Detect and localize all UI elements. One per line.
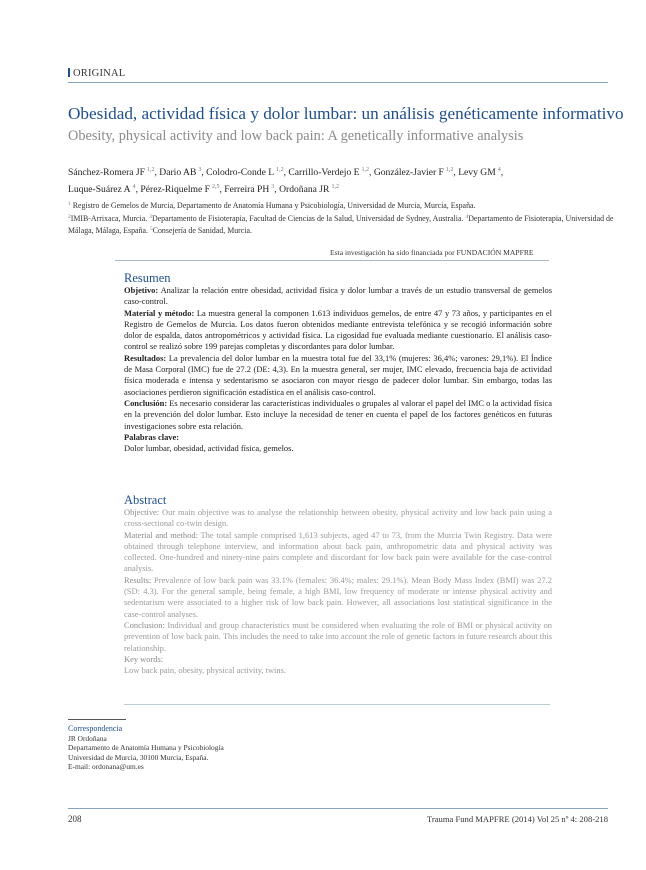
title-english: Obesity, physical activity and low back pain: A genetically informative analysis — [68, 128, 524, 144]
author: Levy GM — [458, 167, 496, 178]
title-spanish: Obesidad, actividad física y dolor lumbar: un análisis genéticamente informativo — [68, 104, 624, 123]
abstract-conclusion — [124, 620, 552, 654]
correspondence-divider — [68, 719, 126, 720]
author-affiliation: 1,2 — [276, 167, 284, 173]
section-marker-icon — [68, 68, 70, 77]
objective-text: Our main objective was to analyse the relationship between obesity, physical activity and low back pain using a cross-sectional co-twin design. — [124, 507, 552, 529]
author: Colodro-Conde L — [206, 167, 275, 178]
affiliation-number: 3 — [149, 213, 152, 220]
resultados-text: La prevalencia del dolor lumbar en la muestra total fue del 33,1% (mujeres: 36,4%; varones: 29,1%). El Índice de Masa Corporal (IMC) fue de 27.2 (DE: 4,3). En la muestra general, ser mujer, IMC elevado, frecuencia baja de actividad física moderada e intensa y sedentarismo se asociaron con mayor riesgo de padecer dolor lumbar. Sin embargo, todas las asociaciones perdieron significación estadística en el análisis caso-control. — [124, 352, 552, 397]
author-affiliation: 4 — [497, 167, 501, 173]
keywords-label: Key words: — [124, 653, 164, 664]
affiliation: Registro de Gemelos de Murcia, Departamento de Anatomía Humana y Psicobiología, Universidad de Murcia, Murcia, España. — [72, 201, 476, 210]
affiliations — [68, 199, 618, 237]
correspondence — [68, 724, 224, 772]
metodo-text: La muestra general la componen 1.613 individuos gemelos, de entre 47 y 73 años, y participantes en el Registro de Gemelos de Murcia. Los datos fueron obtenidos mediante entrevista telefónica y se recogió información sobre dolor de espalda, datos antropométricos y actividad física. La cigosidad fue evaluada mediante cuestionario. El análisis caso-control se realizó sobre 199 parejas completas y discordantes para dolor lumbar. — [124, 307, 552, 352]
affiliation-number: 5 — [149, 226, 153, 232]
author-affiliation: 1,2 — [445, 167, 454, 173]
abstract-heading: Abstract — [124, 493, 167, 507]
abstract-results — [124, 575, 552, 620]
author: Sánchez-Romera JF — [68, 167, 145, 178]
resumen-metodo — [124, 308, 552, 353]
author: Pérez-Riquelme F — [140, 184, 210, 195]
objetivo-label: Objetivo: — [124, 285, 159, 295]
keywords-text: Dolor lumbar, obesidad, actividad física, gemelos. — [124, 443, 294, 454]
conclusion-label: Conclusion: — [124, 619, 165, 630]
resultados-label: Resultados: — [124, 352, 167, 363]
author: Dario AB — [159, 167, 197, 178]
affiliation: IMIB-Arrixaca, Murcia. — [70, 213, 148, 223]
affiliation-number: 1 — [68, 201, 71, 207]
affiliation-number: 4 — [465, 213, 469, 220]
author-affiliation: 1,2 — [361, 167, 370, 173]
funding-divider — [115, 260, 549, 261]
author-affiliation: 4 — [132, 184, 136, 190]
journal-citation: Trauma Fund MAPFRE (2014) Vol 25 nº 4: 208-218 — [426, 814, 608, 824]
affiliation: Departamento de Fisioterapia, Facultad de Ciencias de la Salud, Universidad de Sydney, Australia. — [151, 213, 464, 223]
resumen-objetivo — [124, 285, 552, 308]
funding-note: Esta investigación ha sido financiada por FUNDACIÓN MAPFRE — [330, 248, 534, 257]
correspondence-name: JR Ordoñana — [68, 733, 107, 743]
author-affiliation: 2,5 — [211, 184, 220, 190]
abstract-section — [124, 493, 552, 676]
correspondence-dept: Departamento de Anatomía Humana y Psicobiología — [68, 743, 224, 753]
keywords-text: Low back pain, obesity, physical activity, twins. — [124, 665, 286, 676]
affiliation: Consejería de Sanidad, Murcia. — [152, 226, 252, 235]
results-label: Results: — [124, 574, 152, 585]
resumen-resultados — [124, 353, 552, 398]
conclusion-label: Conclusión: — [124, 397, 168, 408]
author: Ordoñana JR — [279, 184, 330, 195]
keywords-label: Palabras clave: — [124, 431, 180, 442]
abstract-objective — [124, 507, 552, 530]
author-affiliation: 1,2 — [147, 167, 155, 173]
conclusion-text: Individual and group characteristics must be considered when evaluating the role of BMI or physical activity on prevention of low back pain. This includes the need to take into account the role of genetic factors in future research about this relationship. — [124, 619, 553, 653]
correspondence-address: Universidad de Murcia, 30100 Murcia, España. — [68, 752, 209, 762]
method-label: Material and method: — [124, 529, 198, 540]
author: Luque-Suárez A — [68, 184, 131, 195]
resumen-section — [124, 271, 552, 454]
affiliation-number: 2 — [68, 213, 71, 220]
conclusion-text: Es necesario considerar las características individuales o grupales al valorar el papel del IMC o la actividad física en la prevención del dolor lumbar. Esto incluye la necesidad de tener en cuenta el papel de los factores genéticos en futuras investigaciones sobre esta relación. — [124, 397, 552, 431]
section-tag — [68, 68, 125, 79]
header-divider — [68, 82, 608, 83]
objetivo-text: Analizar la relación entre obesidad, actividad física y dolor lumbar a través de un estudio transversal de gemelos caso-control. — [124, 285, 552, 307]
abstract-end-divider — [124, 704, 550, 705]
resumen-heading: Resumen — [124, 271, 171, 285]
section-label: ORIGINAL — [73, 68, 126, 79]
author: González-Javier F — [373, 167, 444, 178]
author-affiliation: 1,2 — [331, 184, 339, 190]
page-number: 208 — [68, 814, 82, 824]
correspondence-email[interactable]: E-mail: ordonana@um.es — [68, 762, 144, 772]
correspondence-heading: Correspondencia — [68, 724, 123, 733]
results-text: Prevalence of low back pain was 33.1% (females: 36.4%; males: 29.1%). Mean Body Mass Index (BMI) was 27.2 (SD: 4.3). For the general sample, being female, a high BMI, low frequency of moderate or intense physical activity and sedentarism were associated to a higher risk of low back pain. However, all associations lost statistical significance in the case-control analyses. — [124, 574, 553, 619]
resumen-conclusion — [124, 398, 552, 432]
author: Carrillo-Verdejo E — [288, 167, 360, 178]
footer-divider — [68, 808, 608, 809]
author: Ferreira PH — [224, 184, 270, 195]
affiliation: Departamento de Fisioterapia, Universidad de Málaga, Málaga, España. — [68, 213, 614, 235]
author-affiliation: 3 — [271, 184, 275, 190]
method-text: The total sample comprised 1,613 subjects, aged 47 to 73, from the Murcia Twin Registry. Data were obtained through telephone interview, and information about back pain, anthropometric data and physical activity was collected. One-hundred and ninety-nine pairs complete and discordant for low back pain were available for the case-control analysis. — [124, 529, 553, 574]
metodo-label: Material y método: — [124, 307, 195, 318]
objective-label: Objective: — [124, 507, 160, 517]
author-list: Sánchez-Romera JF $^{1,2}$, Dario AB $^3$, Colodro-Conde L $^{1,2}$, Carrillo-Verdejo E $^{1,2}$, González-Javier F $^{1,2}$, Levy GM $^4$, Luque-Suárez A $^4$, Pérez-Riquelme F $^{2,5}$, Ferreira PH $^3$, Ordoñana JR $^{1,2}$ — [68, 167, 504, 195]
author-affiliation: 3 — [198, 167, 202, 173]
abstract-method — [124, 530, 552, 575]
